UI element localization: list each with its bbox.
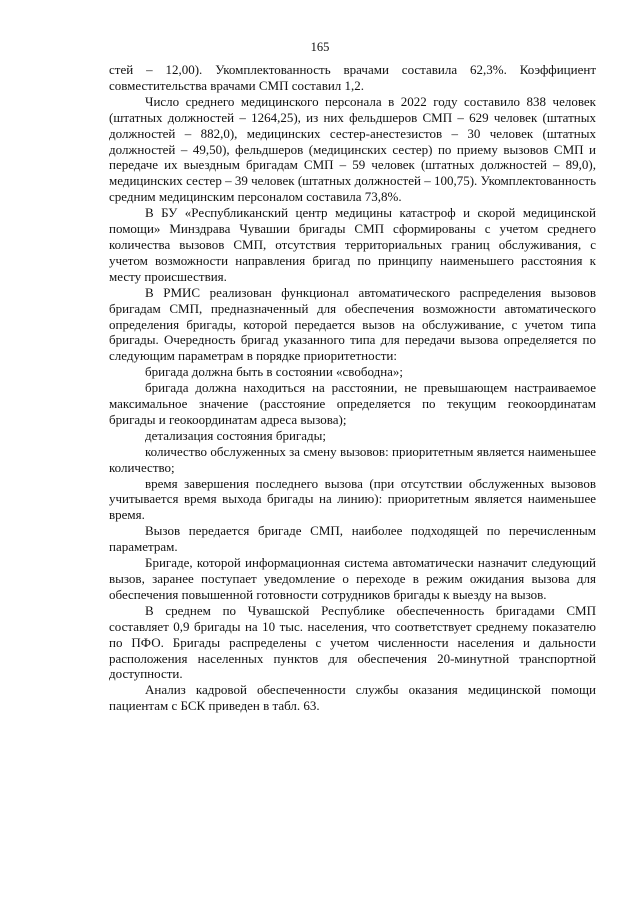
list-item-distance: бригада должна находиться на расстоянии, не превышающем настраиваемое максимальное значение (расстояние определяется по текущим геокоординатам бригады и геокоординатам адреса вызова);: [109, 380, 596, 427]
page-number: 165: [310, 40, 330, 54]
list-item-status-free: бригада должна быть в состоянии «свободна»;: [145, 364, 404, 380]
paragraph-coverage: В среднем по Чувашской Республике обеспеченность бригадами СМП составляет 0,9 бригады на 10 тыс. населения, что соответствует среднему показателю по ПФО. Бригады распределены с учетом численности населения и дальности расположения населенных пунктов для обеспечения 20-минутной транспортной доступности.: [109, 602, 596, 682]
paragraph-table-reference: Анализ кадровой обеспеченности службы оказания медицинской помощи пациентам с БСК приведен в табл. 63.: [109, 682, 596, 714]
paragraph-4: В РМИС реализован функционал автоматического распределения вызовов бригадам СМП, предназначенный для обеспечения возможности автоматического определения бригады, которой передается вызов на обслуживание, с учетом типа бригады. Очередность бригад указанного типа для передачи вызова определяется по следующим параметрам в порядке приоритетности:: [109, 284, 596, 364]
list-item-calls-count: количество обслуженных за смену вызовов: приоритетным является наименьшее количество;: [109, 443, 596, 475]
paragraph-notification: Бригаде, которой информационная система автоматически назначит следующий вызов, заранее поступает уведомление о переходе в режим ожидания вызова для обеспечения повышенной готовности сотрудников бригады к выезду на вызов.: [109, 555, 596, 602]
paragraph-2: Число среднего медицинского персонала в 2022 году составило 838 человек (штатных должностей – 1264,25), из них фельдшеров СМП – 629 человек (штатных должностей – 882,0), медицинских сестер-анестезистов – 30 человек (штатных должностей – 49,50), фельдшеров (медицинских сестер) по приему вызовов СМП и передаче их выездным бригадам СМП – 59 человек (штатных должностей – 89,0), медицинских сестер – 39 человек (штатных должностей – 100,75). Укомплектованность средним медицинским персоналом составила 73,8%.: [109, 93, 596, 205]
paragraph-call-assignment: Вызов передается бригаде СМП, наиболее подходящей по перечисленным параметрам.: [109, 523, 596, 555]
list-item-state-detail: детализация состояния бригады;: [145, 427, 326, 443]
paragraph-3: В БУ «Республиканский центр медицины катастроф и скорой медицинской помощи» Минздрава Чувашии бригады СМП сформированы с учетом среднего количества вызовов СМП, отсутствия территориальных границ обслуживания, с учетом возможности направления бригад по принципу наименьшего расстояния к месту происшествия.: [109, 205, 596, 284]
list-item-last-call-time: время завершения последнего вызова (при отсутствии обслуженных вызовов учитывается время выхода бригады на линию): приоритетным является наименьшее время.: [109, 475, 596, 523]
paragraph-1: стей – 12,00). Укомплектованность врачами составила 62,3%. Коэффициент совместительства врачами СМП составил 1,2.: [109, 62, 596, 93]
document-body: [109, 62, 596, 714]
